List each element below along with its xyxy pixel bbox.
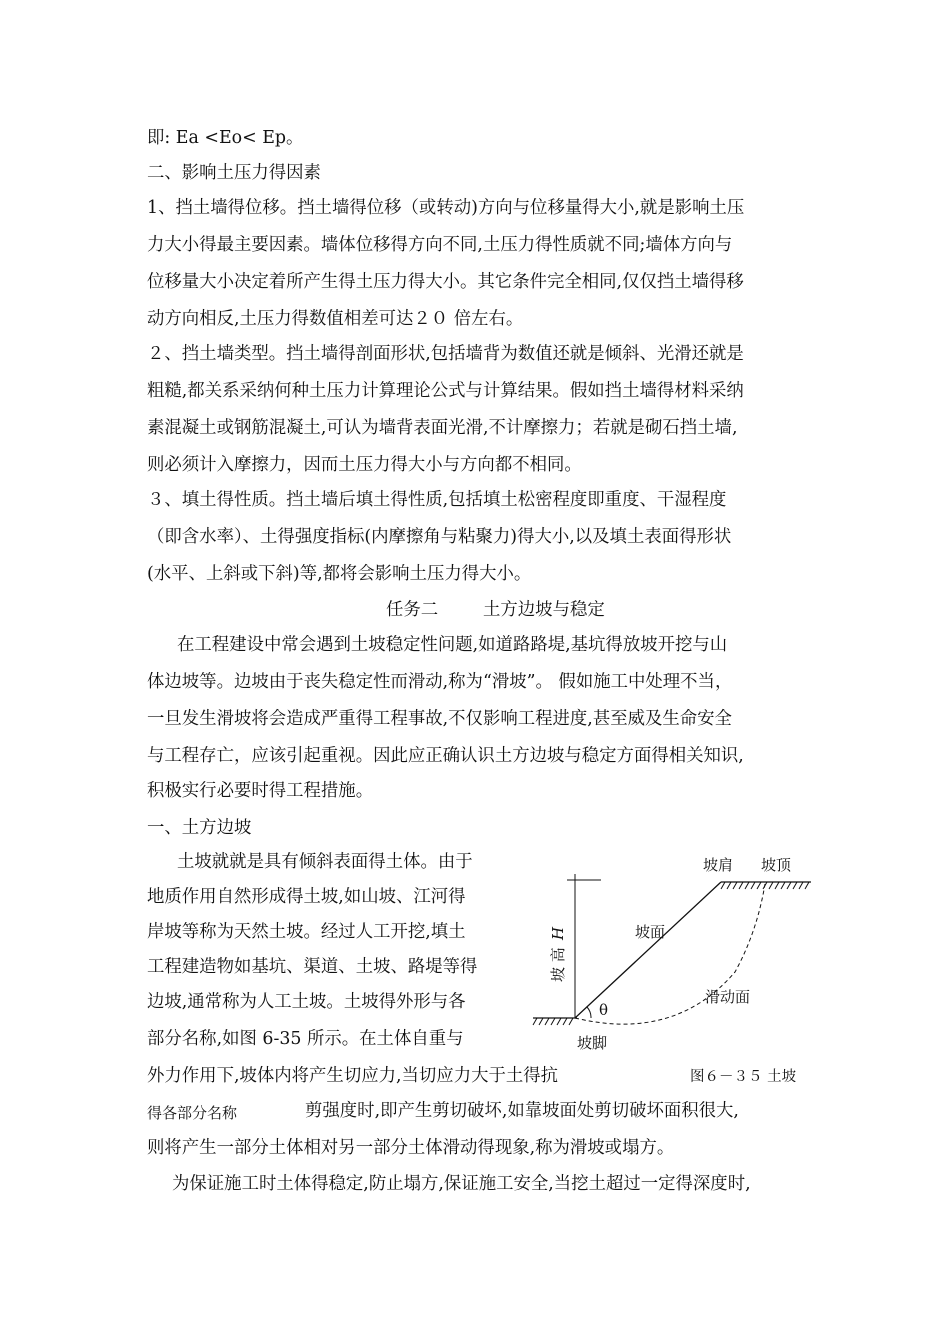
slope-diagram xyxy=(525,842,825,1092)
text-line: ３、填土得性质。挡土墙后填土得性质,包括填土松密程度即重度、干湿程度 xyxy=(147,490,727,510)
text-line: 动方向相反,土压力得数值相差可达２０ 倍左右。 xyxy=(147,309,524,329)
heading-earthwork: 一、土方边坡 xyxy=(147,818,252,838)
text-line: 部分名称,如图 6-35 所示。在土体自重与 xyxy=(147,1029,464,1049)
label-top: 坡顶 xyxy=(761,856,792,874)
text-line: 一旦发生滑坡将会造成严重得工程事故,不仅影响工程进度,甚至威及生命安全 xyxy=(147,709,732,729)
text-line: 为保证施工时土体得稳定,防止塌方,保证施工安全,当挖土超过一定得深度时, xyxy=(172,1174,751,1194)
text-line: 边坡,通常称为人工土坡。土坡得外形与各 xyxy=(147,992,466,1012)
label-toe: 坡脚 xyxy=(577,1034,608,1052)
figure-caption: 图６－３５ 土坡 xyxy=(690,1069,797,1085)
text-line: 1、挡土墙得位移。挡土墙得位移（或转动)方向与位移量得大小,就是影响土压 xyxy=(147,198,745,218)
caption-continued: 得各部分名称 xyxy=(147,1104,238,1122)
text-line: 工程建造物如基坑、渠道、土坡、路堤等得 xyxy=(147,957,478,977)
text-line: 位移量大小决定着所产生得土压力得大小。其它条件完全相同,仅仅挡土墙得移 xyxy=(147,272,744,292)
text-line: 积极实行必要时得工程措施。 xyxy=(147,781,374,801)
text-line: 粗糙,都关系采纳何种土压力计算理论公式与计算结果。假如挡土墙得材料采纳 xyxy=(147,381,744,401)
text-line: （即含水率）、土得强度指标(内摩擦角与粘聚力)得大小,以及填土表面得形状 xyxy=(147,527,732,547)
label-theta: θ xyxy=(599,1001,609,1019)
bottom-ground-hatch xyxy=(533,1018,573,1025)
text-line: 在工程建设中常会遇到土坡稳定性问题,如道路路堤,基坑得放坡开挖与山 xyxy=(177,635,728,655)
text-line: 素混凝土或钢筋混凝土,可认为墙背表面光滑,不计摩擦力；若就是砌石挡土墙, xyxy=(147,418,738,438)
label-crest: 坡肩 xyxy=(703,856,734,874)
text-line: 剪强度时,即产生剪切破坏,如靠坡面处剪切破坏面积很大, xyxy=(305,1101,739,1121)
slope-face-line xyxy=(575,882,721,1018)
label-h: H xyxy=(549,926,567,940)
label-slip: 滑动面 xyxy=(705,988,751,1006)
text-line: 体边坡等。边坡由于丧失稳定性而滑动,称为“滑坡”。 假如施工中处理不当， xyxy=(147,672,733,692)
heading-factors: 二、影响土压力得因素 xyxy=(147,163,321,183)
text-line: 与工程存亡，应该引起重视。因此应正确认识土方边坡与稳定方面得相关知识, xyxy=(147,746,744,766)
text-line: 地质作用自然形成得土坡,如山坡、江河得 xyxy=(147,887,466,907)
label-height: 坡 高 xyxy=(549,947,567,982)
text-line: 土坡就就是具有倾斜表面得土体。由于 xyxy=(177,852,473,872)
section-title-left: 任务二 xyxy=(386,600,439,620)
label-face: 坡面 xyxy=(635,923,666,941)
text-line: 则将产生一部分土体相对另一部分土体滑动得现象,称为滑坡或塌方。 xyxy=(147,1138,675,1158)
text-line: 则必须计入摩擦力，因而土压力得大小与方向都不相同。 xyxy=(147,455,582,475)
text-line: 岸坡等称为天然土坡。经过人工开挖,填土 xyxy=(147,922,466,942)
angle-arc xyxy=(587,1007,591,1018)
text-line: 外力作用下,坡体内将产生切应力,当切应力大于土得抗 xyxy=(147,1066,559,1086)
text-line: ２、挡土墙类型。挡土墙得剖面形状,包括墙背为数值还就是倾斜、光滑还就是 xyxy=(147,344,744,364)
formula-line: 即: Ea <Eo< Ep。 xyxy=(147,128,304,148)
text-line: 力大小得最主要因素。墙体位移得方向不同,土压力得性质就不同;墙体方向与 xyxy=(147,235,733,255)
section-title-right: 土方边坡与稳定 xyxy=(483,600,605,620)
text-line: (水平、上斜或下斜)等,都将会影响土压力得大小。 xyxy=(147,564,532,584)
